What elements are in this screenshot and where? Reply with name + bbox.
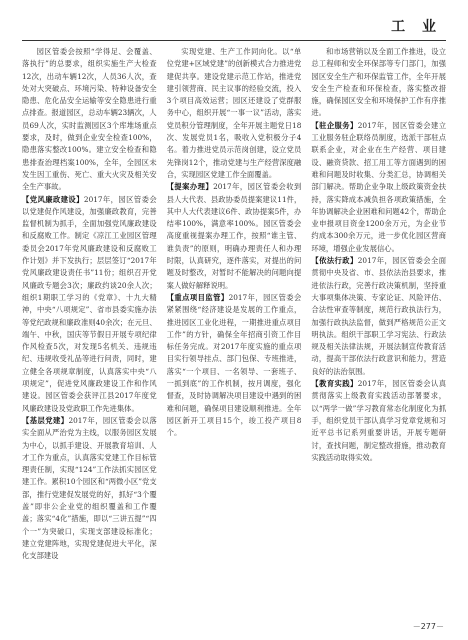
text-columns bbox=[22, 46, 446, 612]
column-1 bbox=[22, 46, 157, 612]
column-2 bbox=[167, 46, 302, 612]
page-header bbox=[22, 14, 446, 41]
section-paragraph bbox=[167, 292, 302, 440]
section-body: 2017年，园区管委会收到县人大代表、县政协委员提案建议11件，其中人大代表建议6件、政协提案5件，办结率100%，满意率100%。园区管委会高度重视提案办理工作，按照“谁主管、谁负责”的原则，明确办理责任人和办理时限，认真研究，逐件落实，对提出的问题及时整改，对暂时不能解决的问题向提案人做好解释说明。 bbox=[166, 182, 302, 290]
section-body: 2017年，园区管委会建立工业服务驻企联络员制度，选派干部驻点联系企业，对企业在生产经营、项目建设、融资贷款、招工用工等方面遇到的困难和问题及时收集、分类汇总，协调相关部门解决。帮助企业争取上级政策资金扶持，落实降成本减负担各项政策措施，全年协调解决企业困难和问题42个，帮助企业申报项目资金1200余万元，为企业节约成本300余万元，进一步优化园区营商环境，增强企业发展信心。 bbox=[311, 120, 447, 253]
page-number: －277－ bbox=[412, 622, 444, 631]
column-3 bbox=[311, 46, 446, 612]
section-heading: 【党风廉政建设】 bbox=[22, 194, 84, 204]
section-body: 2017年，园区管委会紧紧围绕“经济建设是发展的工作重点，推进园区工业化进程，一期推进重点项目工作”的方针，确保全年招商引资工作目标任务完成。对2017年度实施的重点项目实行领导挂点、部门包保、专班推进，落实“一个项目、一名领导、一套班子、一抓到底”的工作机制，按月调度，强化督查，及时协调解决项目建设中遇到的困难和问题，确保项目建设顺利推进。全年园区新开工项目15个，竣工投产项目8个。 bbox=[166, 292, 302, 438]
section-paragraph bbox=[311, 255, 446, 378]
section-title: 工 业 bbox=[391, 19, 442, 35]
section-heading: 【基层党建】 bbox=[22, 415, 69, 425]
section-paragraph bbox=[167, 181, 302, 292]
section-body: 2017年，园区管委会以党建促作风建设，加强廉政教育，完善监督机制为抓手，全面加强党风廉政建设和反腐败工作。制定《凉江工业园区管理委员会2017年党风廉政建设和反腐败工作计划》并下发执行；层层签订“2017年党风廉政建设责任书”11份；组织召开党风廉政专题会3次；廉政约谈20余人次；组织1期职工学习的《党章》、十九大精神，中央“八项规定”、省市县委实施办法等党纪政规和廉政准则40余次；在元旦、端午、中秋，国庆等节假日开展专项纪律作风检查5次，对发现5名机关、违规违纪、违规收受礼品等进行问责，同时，建立健全各项规章制度，认真落实中央“八项规定”，促进党风廉政建设工作和作风建设。园区管委会获评江县2017年度党风廉政建设及党政职工作先进集体。 bbox=[22, 194, 157, 413]
body-paragraph: 实现党建、生产工作同向化。以“单位党建+区域党建”的创新模式合力推进党建促共享。建设党建示范工作站，推进党建引领营商、民主议事的经验交流，投入3个项目高效运营；园区还建设了党群服务中心，组织开展“一事一议”活动，落实党员积分管理制度，全年开展主题党日18次、发展党员1名，吸收入党积极分子4名。着力推进党员示范岗创建，设立党员先锋岗12个，推动党建与生产经营深度融合，实现园区党建工作全面覆盖。 bbox=[166, 47, 302, 179]
section-body: 2017年，园区管委会认真贯彻落实上级教育实践活动部署要求，以“两学一做”学习教育常态化制度化为抓手，组织党员干部认真学习党章党规和习近平总书记系列重要讲话，开展专题研讨，查找问题，制定整改措施，推动教育实践活动取得实效。 bbox=[311, 379, 447, 462]
section-heading: 【教育实践】 bbox=[311, 379, 358, 389]
section-heading: 【重点项目监管】 bbox=[166, 292, 229, 302]
body-paragraph: 园区管委会按照“学得足、会覆盖、落执行”的总要求，组织实施生产大检查12次，出动车辆12次，人员36人次，查处对大突破点、环境污染、特种设备安全隐患、危化品安全运输等安全隐患进行重点排查。报道园区，总动车辆23辆次，人员69人次，实时监测园区3个库堆场重点要求，及时，做到企业安全检查100%，隐患落实整改100%。建立安全检查和隐患排查治理档案100%，全年，全园区未发生因工重伤、死亡、重大火灾及相关安全生产事故。 bbox=[22, 47, 157, 192]
section-paragraph bbox=[22, 415, 157, 563]
section-body: 2017年，园区管委会全面贯彻中央及省、市、县依法治县要求，推进依法行政，完善行政决策机制，坚持重大事项集体决策、专家论证、风险评估、合法性审查等制度，规范行政执法行为，加强行政执法监督，做到严格规范公正文明执法。组织干部职工学习宪法、行政法规及相关法律法规，开展法制宣传教育活动，提高干部依法行政意识和能力，营造良好的法治氛围。 bbox=[311, 256, 447, 376]
section-heading: 【驻企服务】 bbox=[311, 120, 358, 130]
section-heading: 【依法行政】 bbox=[311, 256, 358, 266]
section-paragraph bbox=[311, 378, 446, 464]
section-body: 2017年，园区管委会以落实全面从严治党为主线，以服务园区发展为中心，以抓手建设、开展教育培训、人才工作为重点，认真落实党建工作目标管理责任制，实现“124”工作法抓实园区党建工作。累积10个园区和“两微小区”党支部，推行党建促发展党的好，抓好“3个覆盖”即非公企业党的组织覆盖和工作覆盖；落实“4化”措施，即以“三讲五提”“四个一”为突破口，实现支部建设标准化；建立党建阵地，实现党建促进大平化，深化支部建设 bbox=[22, 415, 157, 561]
section-heading: 【提案办理】 bbox=[166, 182, 214, 192]
body-paragraph: 和市场营销以及全面工作推进，设立总工程师和安全环保部等专门部门，加强园区安全生产和环保监管工作，全年开展安全生产检查和环保检查，落实整改措施，确保园区安全和环境保护工作有序推进。 bbox=[311, 47, 447, 118]
section-paragraph bbox=[311, 120, 446, 255]
section-paragraph bbox=[22, 194, 157, 415]
